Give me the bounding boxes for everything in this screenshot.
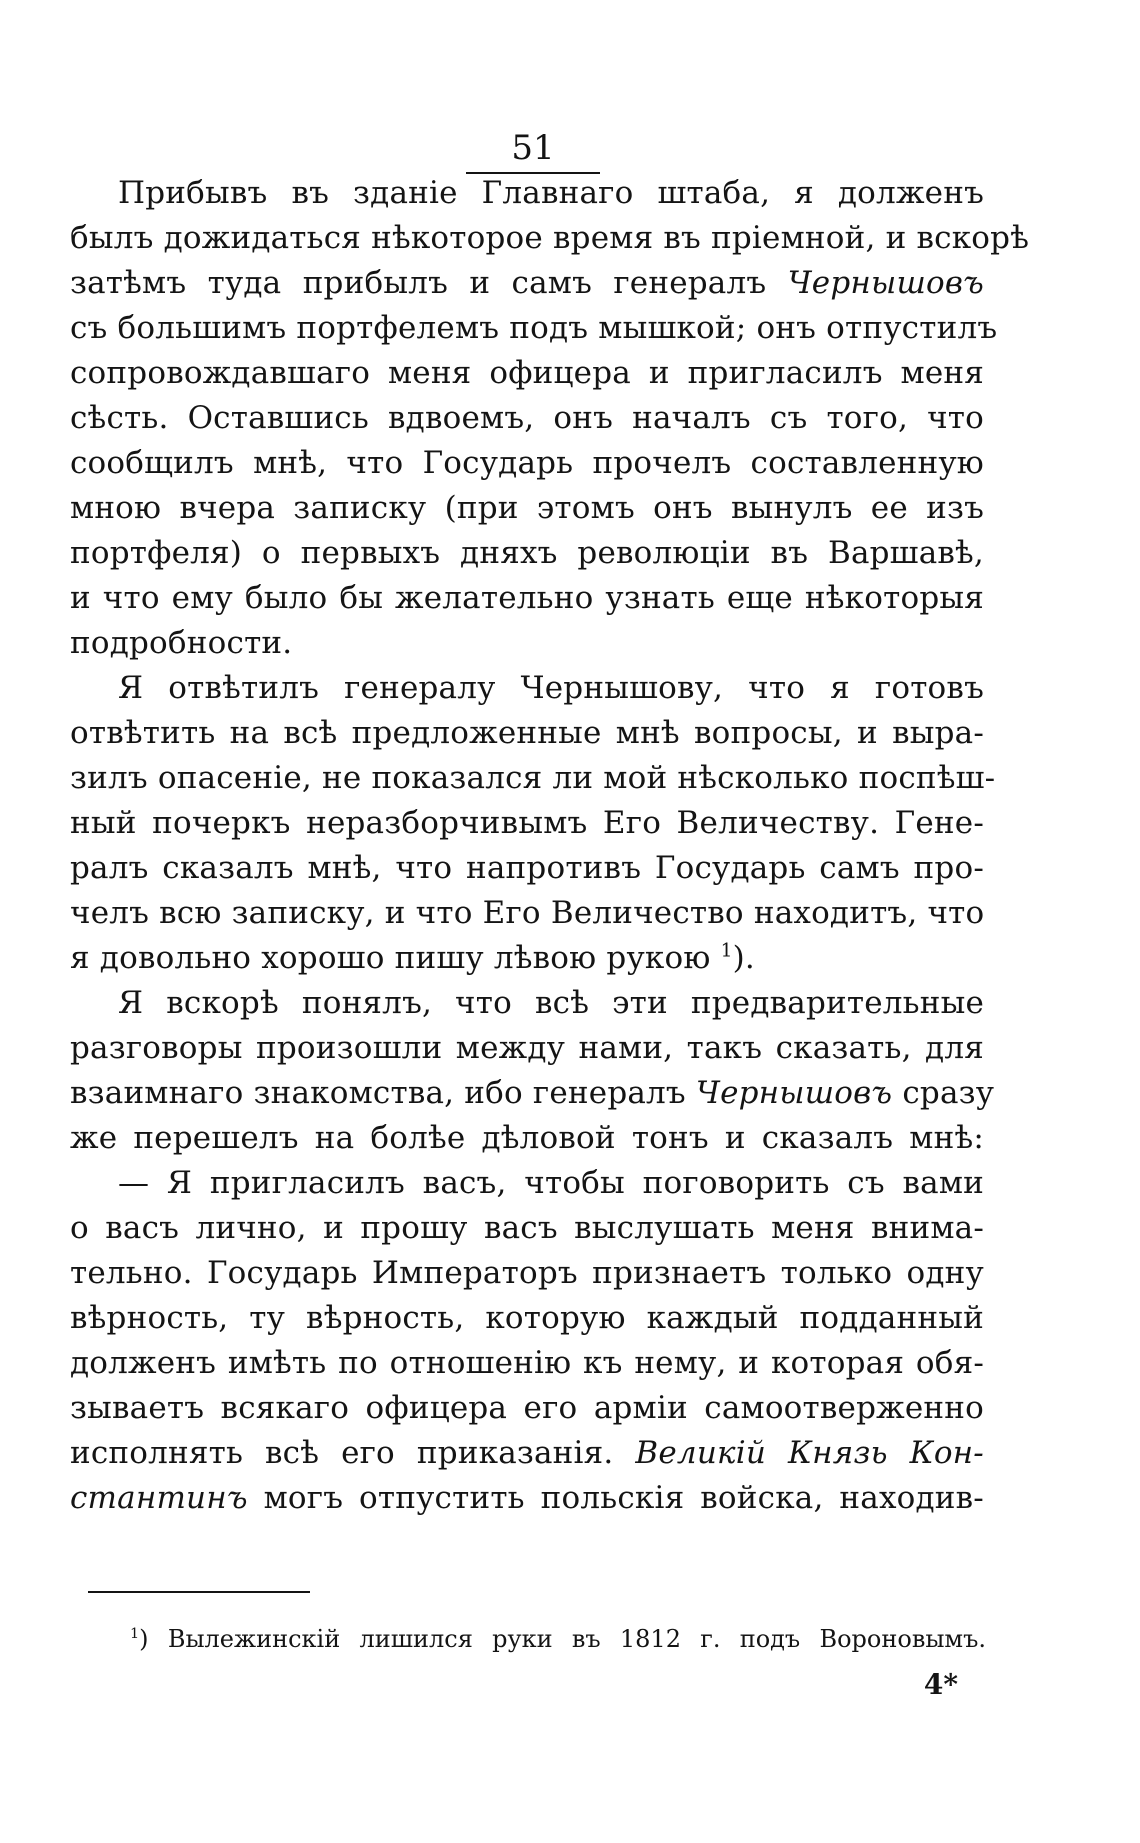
text-run: сразу bbox=[892, 1075, 995, 1111]
text-line bbox=[70, 710, 984, 756]
text-line bbox=[70, 1025, 984, 1071]
text-line bbox=[70, 845, 984, 891]
text-run: съ большимъ портфелемъ подъ мышкой; онъ отпустилъ bbox=[70, 310, 998, 346]
text-line bbox=[70, 755, 996, 801]
text-line bbox=[70, 1340, 984, 1386]
text-run: былъ дожидаться нѣкоторое время въ пріемной, и вскорѣ bbox=[70, 220, 1030, 256]
text-line bbox=[70, 215, 1030, 261]
text-line bbox=[70, 1205, 984, 1251]
text-run: тельно. Государь Императоръ признаетъ только одну bbox=[70, 1255, 984, 1291]
text-line bbox=[70, 890, 984, 936]
text-run: челъ всю записку, и что Его Величество находитъ, что bbox=[70, 895, 985, 931]
text-run: разговоры произошли между нами, такъ сказать, для bbox=[70, 1030, 984, 1066]
text-line bbox=[70, 1475, 984, 1521]
text-line bbox=[70, 395, 984, 441]
text-run: ралъ сказалъ мнѣ, что напротивъ Государь самъ про- bbox=[70, 850, 984, 886]
text-run: сѣсть. Оставшись вдвоемъ, онъ началъ съ того, что bbox=[70, 400, 984, 436]
text-run: ный почеркъ неразборчивымъ Его Величеству. Гене- bbox=[70, 805, 984, 841]
text-run: вѣрность, ту вѣрность, которую каждый подданный bbox=[70, 1300, 984, 1336]
text-run: и что ему было бы желательно узнать еще нѣкоторыя bbox=[70, 580, 984, 616]
text-line bbox=[70, 1385, 984, 1431]
text-line bbox=[70, 1115, 984, 1161]
text-run: я довольно хорошо пишу лѣвою рукою bbox=[70, 940, 711, 976]
text-run: могъ отпустить польскія войска, находив- bbox=[247, 1480, 984, 1516]
text-line bbox=[118, 665, 984, 711]
text-line bbox=[70, 440, 984, 486]
text-line bbox=[70, 1070, 995, 1116]
text-run: о васъ лично, и прошу васъ выслушать меня внима- bbox=[70, 1210, 984, 1246]
text-run: зилъ опасеніе, не показался ли мой нѣсколько поспѣш- bbox=[70, 760, 996, 796]
text-line bbox=[70, 575, 984, 621]
text-run: взаимнаго знакомства, ибо генералъ bbox=[70, 1075, 696, 1111]
footnote-rule bbox=[88, 1591, 310, 1593]
text-line bbox=[70, 1250, 984, 1296]
text-run: отвѣтить на всѣ предложенные мнѣ вопросы, и выра- bbox=[70, 715, 984, 751]
text-run: портфеля) о первыхъ дняхъ революціи въ Варшавѣ, bbox=[70, 535, 984, 571]
text-run: подробности. bbox=[70, 625, 293, 661]
signature-mark: 4* bbox=[923, 1668, 958, 1701]
text-run: Я отвѣтилъ генералу Чернышову, что я готовъ bbox=[118, 670, 984, 706]
text-line bbox=[118, 170, 984, 216]
text-run: — Я пригласилъ васъ, чтобы поговорить съ вами bbox=[118, 1165, 984, 1201]
page-number: 51 bbox=[511, 128, 555, 168]
footnote bbox=[130, 1622, 986, 1656]
text-line bbox=[70, 485, 984, 531]
text-run: сообщилъ мнѣ, что Государь прочелъ составленную bbox=[70, 445, 984, 481]
text-line bbox=[70, 350, 984, 396]
text-line bbox=[118, 980, 984, 1026]
text-run: сопровождавшаго меня офицера и пригласилъ меня bbox=[70, 355, 984, 391]
text-line bbox=[118, 1160, 984, 1206]
text-line bbox=[70, 800, 984, 846]
text-run: Я вскорѣ понялъ, что всѣ эти предварительные bbox=[118, 985, 984, 1021]
footnote-marker-suffix: ) bbox=[139, 1625, 149, 1653]
italic-name: Чернышовъ bbox=[695, 1075, 893, 1111]
text-line bbox=[70, 260, 984, 306]
text-line bbox=[70, 1430, 984, 1476]
text-run: затѣмъ туда прибылъ и самъ генералъ bbox=[70, 265, 788, 301]
footnote-marker: 1 bbox=[130, 1626, 140, 1642]
footnote-reference-suffix: ). bbox=[732, 940, 755, 976]
text-line bbox=[70, 620, 984, 666]
italic-name: стантинъ bbox=[70, 1480, 248, 1516]
italic-name: Чернышовъ bbox=[787, 265, 984, 301]
text-run: Прибывъ въ зданіе Главнаго штаба, я долженъ bbox=[118, 175, 984, 211]
text-line bbox=[70, 530, 984, 576]
italic-name: Великій Князь Кон- bbox=[635, 1435, 984, 1471]
text-run: же перешелъ на болѣе дѣловой тонъ и сказалъ мнѣ: bbox=[70, 1120, 984, 1156]
text-run: зываетъ всякаго офицера его арміи самоотверженно bbox=[70, 1390, 984, 1426]
text-line bbox=[70, 935, 984, 981]
footnote-reference: 1 bbox=[720, 940, 733, 962]
text-run: долженъ имѣть по отношенію къ нему, и которая обя- bbox=[70, 1345, 984, 1381]
footnote-text: Вылежинскій лишился руки въ 1812 г. подъ Вороновымъ. bbox=[167, 1625, 986, 1653]
text-run: мною вчера записку (при этомъ онъ вынулъ ее изъ bbox=[70, 490, 984, 526]
text-line bbox=[70, 1295, 984, 1341]
text-line bbox=[70, 305, 998, 351]
text-run: исполнять всѣ его приказанія. bbox=[70, 1435, 636, 1471]
